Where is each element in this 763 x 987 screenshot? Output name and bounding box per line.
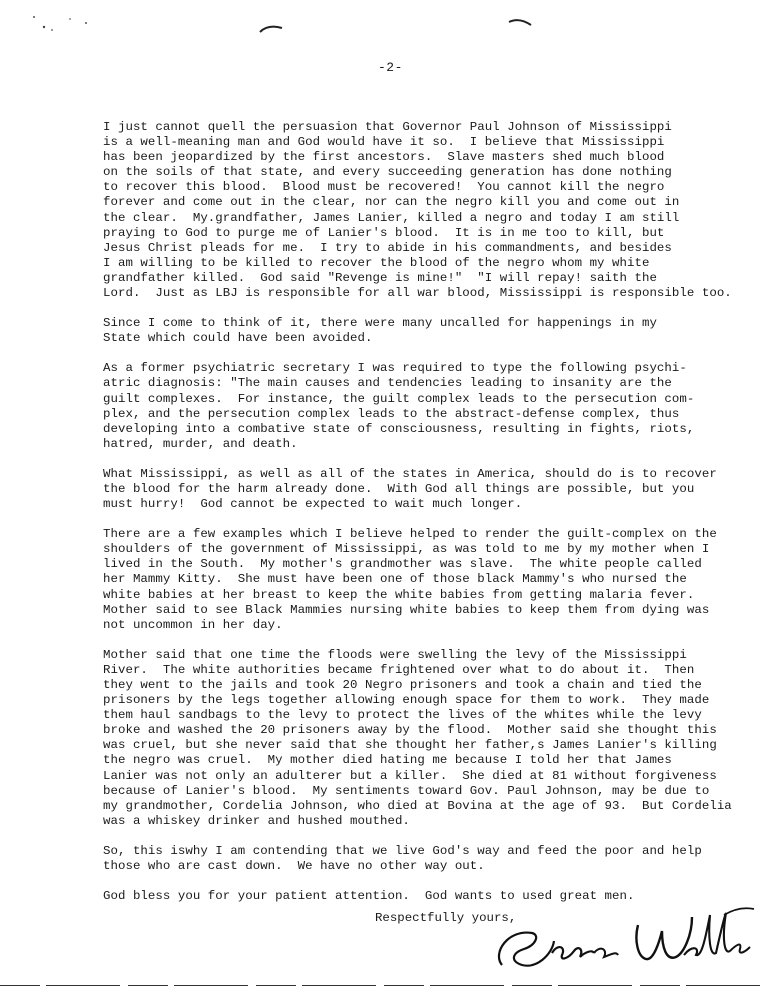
text-line: Mother said that one time the floods were swelling the levy of the Mississippi xyxy=(103,647,687,662)
text-line: Jesus Christ pleads for me. I try to abide in his commandments, and besides xyxy=(103,240,672,255)
text-line: River. The white authorities became frightened over what to do about it. Then xyxy=(103,662,695,677)
text-line: is a well-meaning man and God would have it so. I believe that Mississippi xyxy=(103,135,665,150)
text-line: Lanier was not only an adulterer but a killer. She died at 81 without forgiveness xyxy=(103,768,717,783)
text-line: on the soils of that state, and every succeeding generation has done nothing xyxy=(103,165,672,180)
text-line: developing into a combative state of consciousness, resulting in fights, riots, xyxy=(103,421,695,436)
page-number: -2- xyxy=(378,60,403,75)
text-line: I just cannot quell the persuasion that Governor Paul Johnson of Mississippi xyxy=(103,120,672,134)
text-line: prisoners by the legs together allowing enough space for them to work. They made xyxy=(103,693,710,708)
body-paragraph xyxy=(103,647,732,829)
text-line: plex, and the persecution complex leads to the abstract-defense complex, thus xyxy=(103,406,680,421)
text-line: must hurry! God cannot be expected to wait much longer. xyxy=(103,497,523,512)
text-line: to recover this blood. Blood must be recovered! You cannot kill the negro xyxy=(103,180,665,195)
text-line: my grandmother, Cordelia Johnson, who died at Bovina at the age of 93. But Cordelia xyxy=(103,798,732,813)
closing-salutation: Respectfully yours, xyxy=(375,911,517,925)
text-line: So, this iswhy I am contending that we live God's way and feed the poor and help xyxy=(103,843,702,858)
text-line: they went to the jails and took 20 Negro prisoners and took a chain and tied the xyxy=(103,678,702,692)
text-line: Lord. Just as LBJ is responsible for all war blood, Mississippi is responsible too. xyxy=(103,286,732,301)
body-paragraph xyxy=(103,527,723,633)
text-line: atric diagnosis: "The main causes and tendencies leading to insanity are the xyxy=(103,376,672,391)
text-line: shoulders of the government of Mississippi, as was told to me by my mother when I xyxy=(103,542,710,557)
body-paragraph xyxy=(103,316,723,346)
text-line: forever and come out in the clear, nor can the negro kill you and come out in xyxy=(103,195,680,210)
body-paragraph xyxy=(103,120,732,301)
body-paragraph xyxy=(103,361,723,452)
text-line: lived in the South. My mother's grandmother was slave. The white people called xyxy=(103,557,702,572)
text-line: the blood for the harm already done. With God all things are possible, but you xyxy=(103,481,695,496)
scan-mark-left xyxy=(258,22,284,36)
scan-bottom-edge xyxy=(0,985,763,986)
scan-specks xyxy=(30,14,100,38)
letter-body xyxy=(103,120,732,919)
text-line: the clear. My.grandfather, James Lanier, killed a negro and today I am still xyxy=(103,210,680,225)
body-paragraph xyxy=(103,467,723,512)
text-line: Since I come to think of it, there were many uncalled for happenings in my xyxy=(103,316,657,331)
handwritten-signature xyxy=(488,895,758,980)
text-line: was cruel, but she never said that she thought her father,s James Lanier's killing xyxy=(103,738,717,753)
text-line: Mother said to see Black Mammies nursing white babies to keep them from dying was xyxy=(103,602,710,617)
text-line: has been jeopardized by the first ancestors. Slave masters shed much blood xyxy=(103,150,665,165)
text-line: because of Lanier's blood. My sentiments toward Gov. Paul Johnson, may be due to xyxy=(103,783,710,798)
scan-mark-right xyxy=(507,16,533,30)
text-line: praying to God to purge me of Lanier's blood. It is in me too to kill, but xyxy=(103,225,665,240)
text-line: What Mississippi, as well as all of the states in America, should do is to recover xyxy=(103,466,717,481)
text-line: guilt complexes. For instance, the guilt complex leads to the persecution com- xyxy=(103,391,695,406)
text-line: white babies at her breast to keep the white babies from getting malaria fever. xyxy=(103,587,695,602)
text-line: was a whiskey drinker and hushed mouthed. xyxy=(103,813,410,828)
text-line: State which could have been avoided. xyxy=(103,331,373,346)
text-line: There are a few examples which I believe helped to render the guilt-complex on the xyxy=(103,527,717,542)
text-line: the negro was cruel. My mother died hating me because I told her that James xyxy=(103,753,672,768)
text-line: her Mammy Kitty. She must have been one of those black Mammy's who nursed the xyxy=(103,572,687,587)
text-line: hatred, murder, and death. xyxy=(103,436,298,451)
text-line: God bless you for your patient attention. God wants to used great men. xyxy=(103,889,635,904)
text-line: not uncommon in her day. xyxy=(103,617,283,632)
body-paragraph xyxy=(103,844,723,874)
text-line: I am willing to be killed to recover the blood of the negro whom my white xyxy=(103,255,650,270)
text-line: them haul sandbags to the levy to protect the lives of the whites while the levy xyxy=(103,708,702,723)
text-line: broke and washed the 20 prisoners away by the flood. Mother said she thought this xyxy=(103,723,717,738)
text-line: those who are cast down. We have no other way out. xyxy=(103,859,485,874)
text-line: grandfather killed. God said "Revenge is mine!" "I will repay! saith the xyxy=(103,270,657,285)
text-line: As a former psychiatric secretary I was required to type the following psychi- xyxy=(103,361,687,376)
